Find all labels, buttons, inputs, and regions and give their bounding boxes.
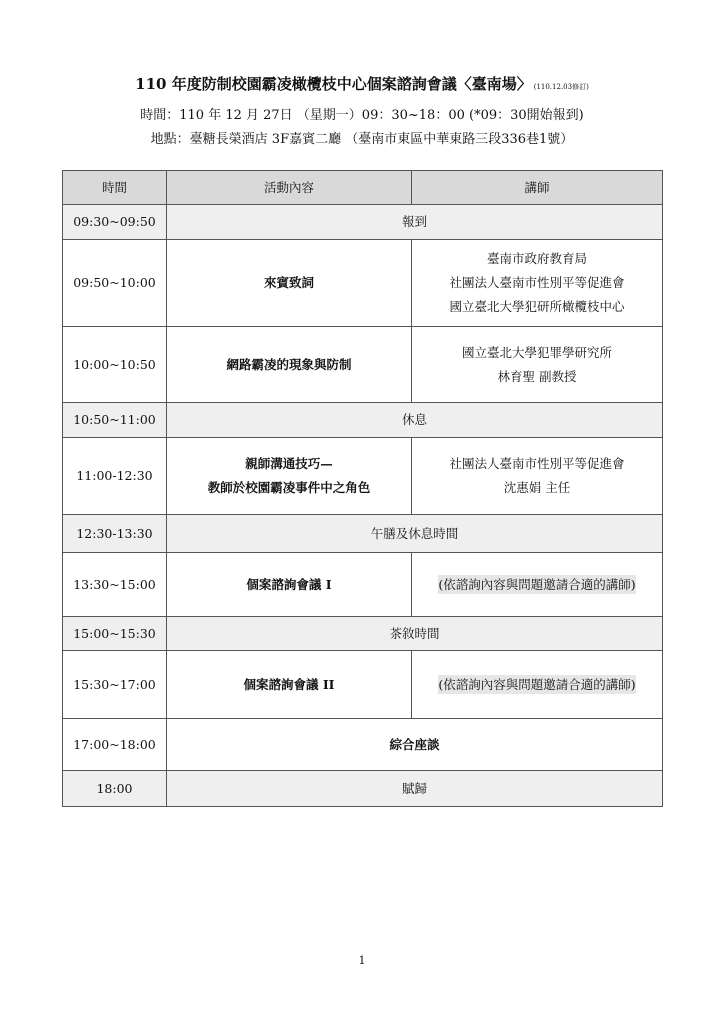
row-time: 18:00 <box>63 771 167 807</box>
table-row <box>63 327 663 403</box>
table-row <box>63 438 663 515</box>
table-row <box>63 403 663 438</box>
table-row <box>63 771 663 807</box>
table-row <box>63 553 663 617</box>
activity-line: 親師溝通技巧— <box>245 456 333 471</box>
speaker-line: 沈惠娟 主任 <box>503 480 571 495</box>
row-merged: 綜合座談 <box>167 719 663 771</box>
row-time: 15:30~17:00 <box>63 651 167 719</box>
row-speaker <box>412 240 663 327</box>
speaker-line: 林育聖 副教授 <box>497 368 577 384</box>
activity-line: 教師於校園霸凌事件中之角色 <box>207 480 371 495</box>
row-time: 09:30~09:50 <box>63 205 167 240</box>
row-speaker <box>412 438 663 515</box>
header-time: 時間 <box>63 171 167 205</box>
row-speaker <box>412 553 663 617</box>
agenda-table <box>62 170 663 807</box>
revision-note: (110.12.03修訂) <box>533 83 589 91</box>
page-number: 1 <box>358 954 366 967</box>
row-merged: 報到 <box>167 205 663 240</box>
speaker-line: (依諮詢內容與問題邀請合適的講師) <box>438 576 636 592</box>
row-speaker <box>412 327 663 403</box>
speaker-line: 國立臺北大學犯研所橄欖枝中心 <box>449 299 625 314</box>
row-speaker <box>412 651 663 719</box>
document-title <box>0 73 724 94</box>
table-row <box>63 240 663 327</box>
row-time: 11:00-12:30 <box>63 438 167 515</box>
row-activity: 來賓致詞 <box>167 240 412 327</box>
row-activity <box>167 438 412 515</box>
speaker-line: 臺南市政府教育局 <box>486 251 587 266</box>
speaker-line: (依諮詢內容與問題邀請合適的講師) <box>438 676 636 692</box>
speaker-line: 社團法人臺南市性別平等促進會 <box>449 275 625 290</box>
row-time: 12:30-13:30 <box>63 515 167 553</box>
row-time: 09:50~10:00 <box>63 240 167 327</box>
event-time: 時間：110 年 12 月 27日 （星期一）09：30~18：00 (*09：30開始報到) <box>140 108 584 123</box>
speaker-line: 國立臺北大學犯罪學研究所 <box>461 344 612 360</box>
row-time: 10:50~11:00 <box>63 403 167 438</box>
table-row <box>63 205 663 240</box>
table-row <box>63 651 663 719</box>
table-header-row <box>63 171 663 205</box>
row-time: 17:00~18:00 <box>63 719 167 771</box>
row-time: 13:30~15:00 <box>63 553 167 617</box>
row-merged: 午膳及休息時間 <box>167 515 663 553</box>
row-merged: 休息 <box>167 403 663 438</box>
event-location: 地點：臺糖長榮酒店 3F嘉賓二廳 （臺南市東區中華東路三段336巷1號） <box>150 132 574 147</box>
table-row <box>63 515 663 553</box>
table-row <box>63 719 663 771</box>
row-activity: 個案諮詢會議 II <box>167 651 412 719</box>
row-time: 10:00~10:50 <box>63 327 167 403</box>
table-row <box>63 617 663 651</box>
row-activity: 個案諮詢會議 I <box>167 553 412 617</box>
row-merged: 賦歸 <box>167 771 663 807</box>
speaker-line: 社團法人臺南市性別平等促進會 <box>449 456 625 471</box>
row-time: 15:00~15:30 <box>63 617 167 651</box>
row-activity: 網路霸凌的現象與防制 <box>167 327 412 403</box>
header-speaker: 講師 <box>412 171 663 205</box>
header-activity: 活動內容 <box>167 171 412 205</box>
title-text: 110 年度防制校園霸凌橄欖枝中心個案諮詢會議〈臺南場〉 <box>135 75 532 93</box>
row-merged: 茶敘時間 <box>167 617 663 651</box>
